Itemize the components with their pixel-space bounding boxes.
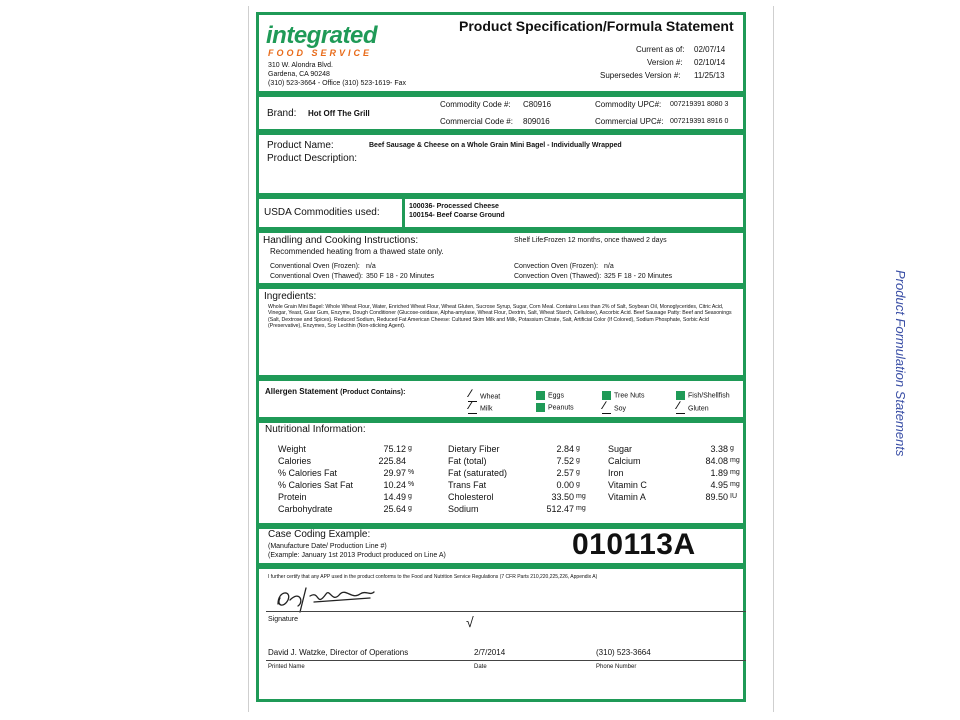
nutrient-value: 33.50	[551, 492, 574, 502]
nutrient-unit: %	[408, 469, 415, 476]
allergen-label: Eggs	[548, 392, 564, 400]
company-phone: (310) 523-3664 - Office (310) 523-1619- Fax	[268, 80, 407, 87]
nutrient-label: Iron	[608, 468, 624, 478]
nutrient-value: 29.97	[383, 468, 406, 478]
spec-form	[256, 12, 746, 702]
nutrient-unit: g	[730, 445, 734, 452]
nutrient-label: % Calories Sat Fat	[278, 480, 354, 490]
nutrient-label: Cholesterol	[448, 492, 494, 502]
nutrient-unit: g	[576, 445, 580, 452]
conventional-frozen-label: Conventional Oven (Frozen):	[270, 263, 360, 270]
shelf-life-label: Shelf Life:	[514, 237, 546, 244]
nutrient-value: 0.00	[556, 480, 574, 490]
checked-box-icon	[468, 403, 477, 414]
allergen-item	[602, 391, 644, 400]
allergen-item	[536, 403, 574, 412]
company-logo-subtitle: FOOD SERVICE	[268, 48, 373, 58]
version-label: Version #:	[647, 58, 683, 67]
product-description-label: Product Description:	[267, 153, 358, 164]
conventional-thawed-value: 350 F 18 - 20 Minutes	[366, 273, 435, 280]
current-as-of-label: Current as of:	[636, 45, 685, 54]
phone-number-label: Phone Number	[596, 664, 637, 670]
nutrient-value: 512.47	[546, 504, 574, 514]
ingredients-section	[256, 286, 746, 378]
printed-name-line	[266, 660, 746, 661]
commercial-upc-label: Commercial UPC#:	[595, 117, 664, 126]
convection-thawed-value: 325 F 18 - 20 Minutes	[604, 273, 673, 280]
handling-title: Handling and Cooking Instructions:	[263, 235, 419, 246]
case-coding-line1: (Manufacture Date/ Production Line #)	[268, 543, 387, 550]
nutrient-value: 2.57	[556, 468, 574, 478]
nutrient-label: Fat (saturated)	[448, 468, 508, 478]
usda-label: USDA Commodities used:	[264, 207, 380, 218]
heating-recommendation: Recommended heating from a thawed state only.	[270, 247, 444, 256]
conventional-thawed-label: Conventional Oven (Thawed):	[270, 273, 363, 280]
nutrient-label: Protein	[278, 492, 307, 502]
product-name-label: Product Name:	[267, 140, 334, 151]
date-value: 2/7/2014	[474, 648, 506, 657]
company-address-line1: 310 W. Alondra Blvd.	[268, 62, 333, 69]
nutrient-label: % Calories Fat	[278, 468, 338, 478]
current-as-of-value: 02/07/14	[694, 45, 726, 54]
allergen-label: Tree Nuts	[614, 392, 645, 400]
usda-commodity-2: 100154- Beef Coarse Ground	[409, 212, 505, 219]
version-value: 02/10/14	[694, 58, 726, 67]
convection-thawed-label: Convection Oven (Thawed):	[514, 273, 602, 280]
allergen-subtitle: (Product Contains):	[340, 389, 406, 396]
nutrient-value: 4.95	[710, 480, 728, 490]
convection-frozen-value: n/a	[604, 263, 614, 270]
allergen-label: Fish/Shellfish	[688, 392, 730, 400]
supersedes-value: 11/25/13	[694, 71, 725, 80]
filled-box-icon	[676, 391, 685, 400]
commercial-upc-value: 007219391 8916 0	[670, 118, 729, 125]
nutrient-value: 3.38	[710, 444, 728, 454]
allergen-label: Gluten	[688, 405, 709, 413]
commodity-code-value: C80916	[523, 100, 552, 109]
side-caption	[894, 270, 914, 520]
date-label: Date	[474, 664, 487, 670]
allergen-title	[265, 375, 405, 396]
shelf-life-value: Frozen 12 months, once thawed 2 days	[544, 237, 667, 244]
checked-box-icon	[602, 403, 611, 414]
nutrient-value: 225.84	[378, 456, 406, 466]
allergen-item	[536, 391, 564, 400]
phone-value: (310) 523-3664	[596, 648, 651, 657]
company-logo: integrated	[266, 22, 378, 49]
case-coding-line2: (Example: January 1st 2013 Product produced on Line A)	[268, 552, 446, 559]
side-caption-text: Product Formulation Statements	[893, 270, 908, 457]
allergen-label: Soy	[614, 405, 627, 413]
nutrient-unit: IU	[730, 493, 737, 500]
nutrient-label: Trans Fat	[448, 480, 487, 490]
nutrient-unit: g	[576, 457, 580, 464]
printed-name-label: Printed Name	[268, 664, 305, 670]
nutrition-title: Nutritional Information:	[265, 424, 366, 435]
nutrient-value: 25.64	[383, 504, 406, 514]
allergen-label: Milk	[480, 405, 493, 413]
nutrient-label: Calcium	[608, 456, 641, 466]
nutrient-value: 10.24	[383, 480, 406, 490]
commercial-code-value: 809016	[523, 117, 550, 126]
allergen-label: Wheat	[480, 393, 501, 401]
allergen-item	[676, 403, 709, 414]
nutrient-value: 1.89	[710, 468, 728, 478]
nutrient-label: Carbohydrate	[278, 504, 333, 514]
nutrient-unit: mg	[730, 469, 740, 476]
nutrient-value: 89.50	[705, 492, 728, 502]
ingredients-text: Whole Grain Mini Bagel: Whole Wheat Flour, Water, Enriched Wheat Flour, Wheat Gluten, Sucrose Syrup, Sugar, Corn Meal. Contains Less than 2% of Salt, Soybean Oil, Monoglycerides, Citric Acid, Vinegar, Yeast, Guar Gum, Enzyme, Dough Conditioner (Glucose-oxidase, Alpha-amylase, Wheat Flour, Dextrin, Salt, Wheat Starch, Cellulose), Ascorbic Acid. Beef Sausage Patty: Beef and Seasonings (Salt, Dextrose and Spices). Reduced Sodium, Reduced Fat American Cheese: Cultured Skim Milk and Milk, Potassium Citrate, Salt, Artificial Color (If Colored), Sodium Phosphate, Sorbic Acid (Preservative), Enzymes, Soy Lecithin (Non-sticking Agent).	[268, 304, 732, 329]
nutrient-label: Dietary Fiber	[448, 444, 500, 454]
certification-statement: I further certify that any APP used in the product conforms to the Food and Nutrition Service Regulations (7 CFR Parts 210,220,225,226, Appendix A)	[268, 574, 598, 580]
nutrient-unit: g	[408, 505, 412, 512]
case-coding-title: Case Coding Example:	[268, 529, 371, 540]
nutrient-unit: g	[576, 469, 580, 476]
nutrient-value: 75.12	[383, 444, 406, 454]
allergen-title-text: Allergen Statement	[265, 387, 338, 396]
nutrient-label: Vitamin C	[608, 480, 647, 490]
checked-box-icon	[676, 403, 685, 414]
conventional-frozen-value: n/a	[366, 263, 376, 270]
nutrient-value: 7.52	[556, 456, 574, 466]
nutrient-unit: g	[408, 493, 412, 500]
signature-label: Signature	[268, 616, 298, 623]
nutrient-label: Sodium	[448, 504, 479, 514]
nutrient-value: 84.08	[705, 456, 728, 466]
nutrient-unit: mg	[576, 493, 586, 500]
nutrient-unit: g	[408, 445, 412, 452]
allergen-item	[676, 391, 730, 400]
supersedes-label: Supersedes Version #:	[600, 71, 681, 80]
filled-box-icon	[602, 391, 611, 400]
nutrient-unit: mg	[576, 505, 586, 512]
form-title: Product Specification/Formula Statement	[459, 18, 734, 34]
signature-line	[266, 611, 746, 612]
nutrient-label: Calories	[278, 456, 312, 466]
nutrient-unit: g	[576, 481, 580, 488]
brand-label: Brand:	[267, 108, 297, 119]
check-mark: √	[466, 614, 474, 630]
filled-box-icon	[536, 391, 545, 400]
nutrient-unit: mg	[730, 481, 740, 488]
nutrient-unit: %	[408, 481, 415, 488]
ingredients-title: Ingredients:	[264, 291, 317, 302]
nutrient-unit: mg	[730, 457, 740, 464]
convection-frozen-label: Convection Oven (Frozen):	[514, 263, 599, 270]
company-address-line2: Gardena, CA 90248	[268, 71, 330, 78]
commodity-upc-label: Commodity UPC#:	[595, 100, 662, 109]
nutrient-value: 2.84	[556, 444, 574, 454]
allergen-label: Peanuts	[548, 404, 574, 412]
nutrient-label: Weight	[278, 444, 306, 454]
nutrient-value: 14.49	[383, 492, 406, 502]
usda-commodity-1: 100036- Processed Cheese	[409, 203, 499, 210]
nutrient-label: Sugar	[608, 444, 633, 454]
nutrient-label: Vitamin A	[608, 492, 646, 502]
allergen-item	[468, 391, 500, 402]
filled-box-icon	[536, 403, 545, 412]
printed-name-value: David J. Watzke, Director of Operations	[268, 648, 409, 657]
case-code-example: 010113A	[572, 528, 696, 561]
commodity-code-label: Commodity Code #:	[440, 100, 511, 109]
commercial-code-label: Commercial Code #:	[440, 117, 513, 126]
commodity-upc-value: 007219391 8080 3	[670, 101, 729, 108]
allergen-item	[468, 403, 492, 414]
nutrient-label: Fat (total)	[448, 456, 487, 466]
product-name-value: Beef Sausage & Cheese on a Whole Grain Mini Bagel - Individually Wrapped	[369, 142, 622, 149]
allergen-item	[602, 403, 626, 414]
brand-value: Hot Off The Grill	[308, 109, 370, 118]
